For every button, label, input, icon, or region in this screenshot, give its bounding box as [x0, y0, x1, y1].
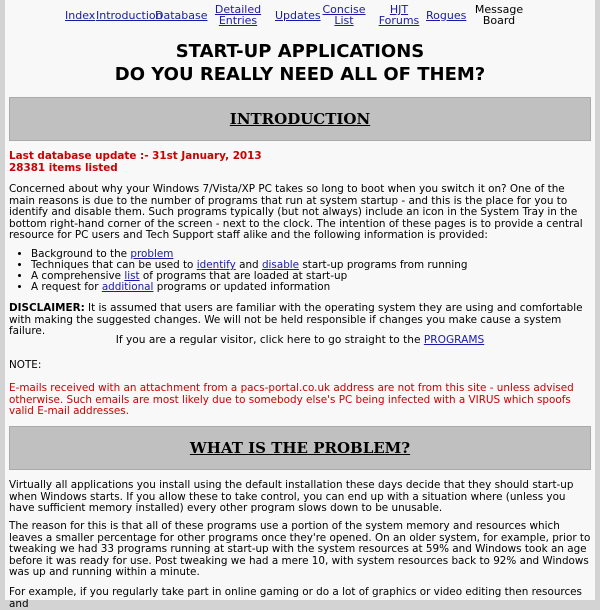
items-listed-text: 28381 items listed — [9, 162, 118, 174]
problem-paragraph-2: The reason for this is that all of these programs use a portion of the system memory and resources which leaves a smaller percentage for other programs once they're opened. On an older system, for example, prior to tweaking we had 33 programs running at start-up with the system resources at 59% and Windows took an age before it was ready for use. Post tweaking we had a mere 10, with system resources back to 92% and Windows was up and running within a minute. — [9, 520, 591, 578]
list-item-text: A comprehensive — [31, 270, 125, 282]
nav-rogues[interactable]: Rogues — [426, 9, 467, 22]
problem-paragraph-1: Virtually all applications you install using the default installation these days decide that they should start-up when Windows starts. If you allow these to take control, you can end up with a situation where (unless you have sufficient memory installed) every other program slows down to be unusable. — [9, 479, 574, 514]
disclaimer-text: It is assumed that users are familiar with the operating system they are using and comfortable with making the suggested changes. We will not be held responsible if changes you make cause a system failure. — [9, 302, 583, 337]
list-item-text: start-up programs from running — [299, 259, 468, 271]
list-item-text: of programs that are loaded at start-up — [139, 270, 348, 282]
list-link[interactable]: list — [124, 270, 140, 282]
title-line-1: START-UP APPLICATIONS — [175, 41, 425, 62]
nav-updates[interactable]: Updates — [275, 9, 321, 22]
section-header-introduction — [9, 97, 591, 141]
programs-link[interactable]: PROGRAMS — [423, 334, 485, 346]
page — [5, 0, 595, 610]
page-title — [5, 40, 595, 86]
list-item-text: Background to the — [31, 248, 131, 260]
feature-list — [9, 249, 591, 293]
nav-introduction[interactable]: Introduction — [96, 9, 163, 22]
section-header-problem — [9, 426, 591, 470]
regular-visitor-text — [9, 335, 591, 347]
list-item-text: and — [235, 259, 262, 271]
disable-link[interactable]: disable — [261, 259, 300, 271]
problem-paragraph-3: For example, if you regularly take part in online gaming or do a lot of graphics or video editing then resources and — [9, 586, 582, 610]
note-label: NOTE: — [9, 359, 42, 371]
problem-heading: WHAT IS THE PROBLEM? — [189, 439, 411, 457]
visitor-prompt: If you are a regular visitor, click here to go straight to the — [115, 334, 424, 346]
disclaimer — [9, 303, 591, 338]
nav-message-board: Message Board — [474, 3, 524, 27]
list-item-text: Techniques that can be used to — [31, 259, 197, 271]
list-item-text: A request for — [31, 281, 102, 293]
note-text: E-mails received with an attachment from a pacs-portal.co.uk address are not from this site - unless advised otherwise. Such emails are most likely due to somebody else's PC being infected with a VIRUS which spoofs valid E-mail addresses. — [9, 382, 574, 417]
top-nav — [5, 0, 595, 30]
nav-concise-list[interactable]: Concise List — [322, 3, 366, 27]
disclaimer-label: DISCLAIMER: — [9, 302, 85, 314]
additional-link[interactable]: additional — [101, 281, 154, 293]
last-update-text: Last database update :- 31st January, 2013 — [9, 150, 262, 162]
list-item — [31, 282, 591, 293]
title-line-2: DO YOU REALLY NEED ALL OF THEM? — [114, 64, 486, 85]
list-item-text: programs or updated information — [153, 281, 331, 293]
nav-database[interactable]: Database — [155, 9, 208, 22]
nav-index[interactable]: Index — [65, 9, 96, 22]
introduction-heading: INTRODUCTION — [229, 110, 371, 128]
nav-hjt-forums[interactable]: HJT Forums — [378, 3, 420, 27]
nav-detailed-entries[interactable]: Detailed Entries — [214, 3, 262, 27]
identify-link[interactable]: identify — [196, 259, 236, 271]
problem-link[interactable]: problem — [130, 248, 174, 260]
intro-paragraph: Concerned about why your Windows 7/Vista/XP PC takes so long to boot when you switch it on? One of the main reasons is due to the number of programs that run at system startup - and this is the place for you to identify and disable them. Such programs typically (but not always) include an icon in the System Tray in the bottom right-hand corner of the screen - next to the clock. The intention of these pages is to provide a central resource for PC users and Tech Support staff alike and the following information is provided: — [9, 183, 583, 241]
